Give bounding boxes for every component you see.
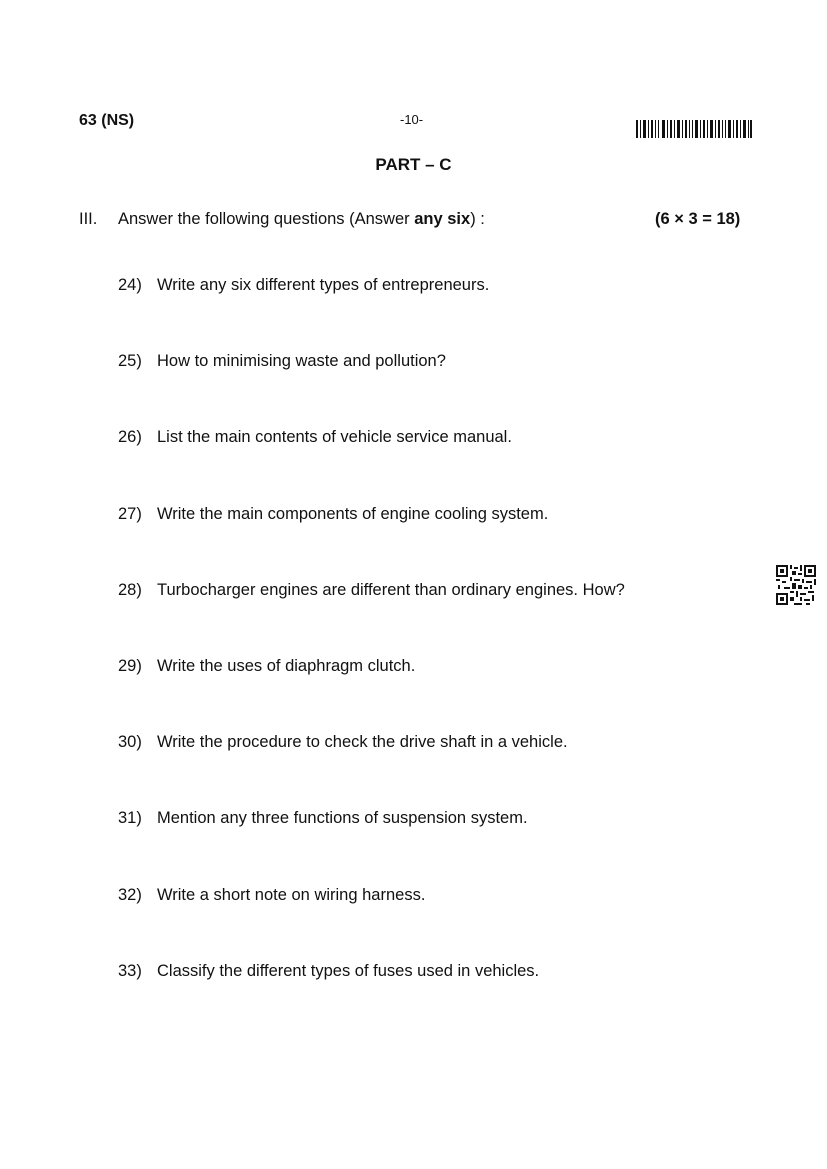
- instruction-suffix: ) :: [470, 210, 485, 228]
- question-number: 31): [118, 809, 142, 828]
- section-instruction: [118, 210, 485, 229]
- question-text: Write the procedure to check the drive shaft in a vehicle.: [157, 733, 568, 752]
- question-number: 29): [118, 657, 142, 675]
- qr-code-icon: [776, 565, 816, 605]
- question-number: 32): [118, 885, 142, 904]
- question-number: 33): [118, 961, 142, 980]
- question-item: [118, 352, 446, 371]
- question-text: Classify the different types of fuses used in vehicles.: [157, 961, 540, 980]
- section-number: III.: [79, 210, 98, 228]
- question-text: List the main contents of vehicle service manual.: [157, 428, 512, 447]
- question-item: [118, 733, 568, 752]
- question-item: [118, 809, 528, 828]
- question-text: How to minimising waste and pollution?: [157, 352, 446, 371]
- question-text: Write any six different types of entrepreneurs.: [157, 276, 490, 294]
- question-text: Turbocharger engines are different than ordinary engines. How?: [157, 580, 625, 599]
- question-number: 27): [118, 504, 142, 523]
- part-title: PART – C: [375, 155, 452, 174]
- question-number: 28): [118, 580, 142, 599]
- question-text: Mention any three functions of suspension system.: [157, 809, 528, 828]
- question-text: Write the uses of diaphragm clutch.: [157, 657, 416, 675]
- question-number: 26): [118, 428, 142, 447]
- question-item: [118, 428, 512, 447]
- page-number: -10-: [400, 112, 424, 127]
- question-number: 24): [118, 276, 142, 294]
- question-item: [118, 886, 425, 905]
- question-number: 30): [118, 733, 142, 752]
- question-text: Write a short note on wiring harness.: [157, 885, 426, 904]
- paper-code: 63 (NS): [79, 112, 135, 129]
- question-number: 25): [118, 352, 142, 371]
- instruction-bold: any six: [414, 210, 471, 228]
- question-item: [118, 962, 539, 981]
- question-item: [118, 581, 625, 600]
- question-item: [118, 657, 415, 676]
- section-marks: (6 × 3 = 18): [655, 210, 741, 228]
- barcode-icon: [636, 120, 752, 138]
- question-text: Write the main components of engine cooling system.: [157, 504, 549, 523]
- question-item: [118, 276, 489, 295]
- instruction-prefix: Answer the following questions (Answer: [118, 210, 415, 228]
- question-item: [118, 505, 548, 524]
